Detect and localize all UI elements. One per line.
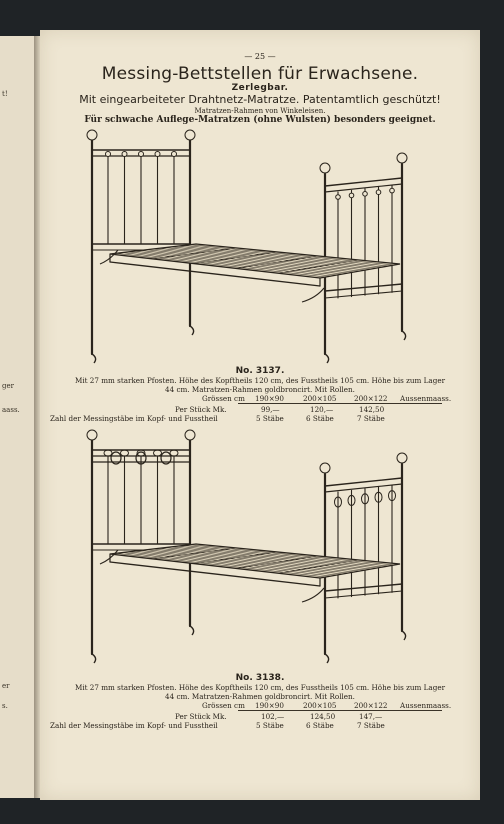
- price-row: [50, 712, 470, 721]
- bed-ornament: [121, 450, 129, 456]
- price-cell: 142,50: [359, 405, 385, 414]
- left-page-edge: [0, 36, 35, 798]
- bed-finial: [397, 153, 407, 163]
- price-cell: 120,—: [310, 405, 334, 414]
- bed-caster: [190, 626, 194, 635]
- bed-finial: [363, 192, 368, 197]
- bed-caster: [325, 654, 329, 663]
- bed-finial: [185, 430, 195, 440]
- product-description: Mit 27 mm starken Pfosten. Höhe des Kopftheils 120 cm, des Fusstheils 105 cm. Höhe bis zum Lager: [74, 376, 446, 385]
- model-number: No. 3137.: [235, 366, 285, 376]
- sizes-row: [50, 394, 470, 403]
- bars-cell: 7 Stäbe: [357, 414, 385, 423]
- bars-cell: 6 Stäbe: [306, 414, 334, 423]
- product-description: Mit 27 mm starken Pfosten. Höhe des Kopftheils 120 cm, des Fusstheils 105 cm. Höhe bis zum Lager: [74, 683, 446, 692]
- bars-cell: 5 Stäbe: [256, 721, 284, 730]
- bars-cell: 6 Stäbe: [306, 721, 334, 730]
- bed-finial: [390, 188, 395, 193]
- bed-caster: [402, 631, 406, 640]
- left-page-fragment: t!: [2, 90, 8, 98]
- bed-ornament: [170, 450, 178, 456]
- bed-finial: [87, 430, 97, 440]
- bed-finial: [185, 130, 195, 140]
- bars-label: Zahl der Messingstäbe im Kopf- und Fusstheil: [50, 721, 218, 730]
- size-cell: 200×122: [354, 701, 388, 710]
- bed-finial: [87, 130, 97, 140]
- bed-finial: [320, 463, 330, 473]
- price-label: Per Stück Mk.: [175, 712, 227, 721]
- bed-ornament: [154, 450, 162, 456]
- left-page-fragment: er: [2, 682, 10, 690]
- bed-bracket: [302, 288, 324, 302]
- table-rule: [238, 710, 442, 711]
- bed-finial: [155, 152, 160, 157]
- bed-caster: [92, 354, 96, 363]
- bed-finial: [397, 453, 407, 463]
- page-number: — 25 —: [244, 52, 276, 61]
- price-cell: 99,—: [261, 405, 280, 414]
- page-subtitle: Zerlegbar.: [231, 83, 289, 93]
- price-row: [50, 405, 470, 414]
- left-page-fragment: s.: [2, 702, 8, 710]
- bed-bracket: [302, 588, 324, 602]
- bars-row: [50, 414, 470, 423]
- left-page-fragment: aass.: [2, 406, 20, 414]
- bed-finial: [139, 152, 144, 157]
- left-page-fragment: ger: [2, 382, 14, 390]
- bed-finial: [376, 190, 381, 195]
- book-spread: [0, 30, 480, 800]
- bed-caster: [190, 326, 194, 335]
- size-cell: 200×105: [303, 394, 337, 403]
- table-rule: [238, 403, 442, 404]
- bed-finial: [349, 193, 354, 198]
- bed-rail: [325, 284, 402, 291]
- bed-caster: [402, 331, 406, 340]
- size-cell: 200×105: [303, 701, 337, 710]
- price-cell: 124,50: [310, 712, 336, 721]
- sizes-label: Grössen cm: [202, 701, 245, 710]
- price-label: Per Stück Mk.: [175, 405, 227, 414]
- model-number: No. 3138.: [235, 673, 285, 683]
- frame-note: Matratzen-Rahmen von Winkeleisen.: [194, 107, 326, 115]
- sizes-note: Aussenmaass.: [400, 701, 452, 710]
- bed-bracket: [100, 550, 118, 564]
- size-cell: 200×122: [354, 394, 388, 403]
- bed-caster: [92, 654, 96, 663]
- bed-finial: [106, 152, 111, 157]
- bed-bracket: [100, 250, 118, 264]
- bed-rail: [325, 291, 402, 298]
- bed-finial: [336, 195, 341, 200]
- sizes-note: Aussenmaass.: [400, 394, 452, 403]
- bed-illustration-3137: [70, 126, 420, 366]
- size-cell: 190×90: [255, 394, 284, 403]
- bed-ornament: [104, 450, 112, 456]
- bed-finial: [172, 152, 177, 157]
- bed-rail: [325, 591, 402, 598]
- bars-label: Zahl der Messingstäbe im Kopf- und Fusstheil: [50, 414, 218, 423]
- bed-illustration-3138: [70, 426, 420, 668]
- bed-caster: [325, 354, 329, 363]
- price-cell: 147,—: [359, 712, 383, 721]
- bed-rail: [325, 584, 402, 591]
- bars-cell: 5 Stäbe: [256, 414, 284, 423]
- product-description-cont: 44 cm. Matratzen-Rahmen goldbroncirt. Mit Rollen.: [165, 385, 355, 394]
- bars-cell: 7 Stäbe: [357, 721, 385, 730]
- bed-finial: [122, 152, 127, 157]
- feature-line: Mit eingearbeiteter Drahtnetz-Matratze. Patentamtlich geschützt!: [79, 93, 441, 106]
- page-title: Messing-Bettstellen für Erwachsene.: [101, 64, 419, 84]
- bed-finial: [320, 163, 330, 173]
- mattress-note: Für schwache Auflege-Matratzen (ohne Wulsten) besonders geeignet.: [84, 115, 436, 125]
- product-description-cont: 44 cm. Matratzen-Rahmen goldbroncirt. Mit Rollen.: [165, 692, 355, 701]
- bars-row: [50, 721, 470, 730]
- size-cell: 190×90: [255, 701, 284, 710]
- price-cell: 102,—: [261, 712, 285, 721]
- sizes-label: Grössen cm: [202, 394, 245, 403]
- sizes-row: [50, 701, 470, 710]
- catalog-page: [40, 30, 480, 800]
